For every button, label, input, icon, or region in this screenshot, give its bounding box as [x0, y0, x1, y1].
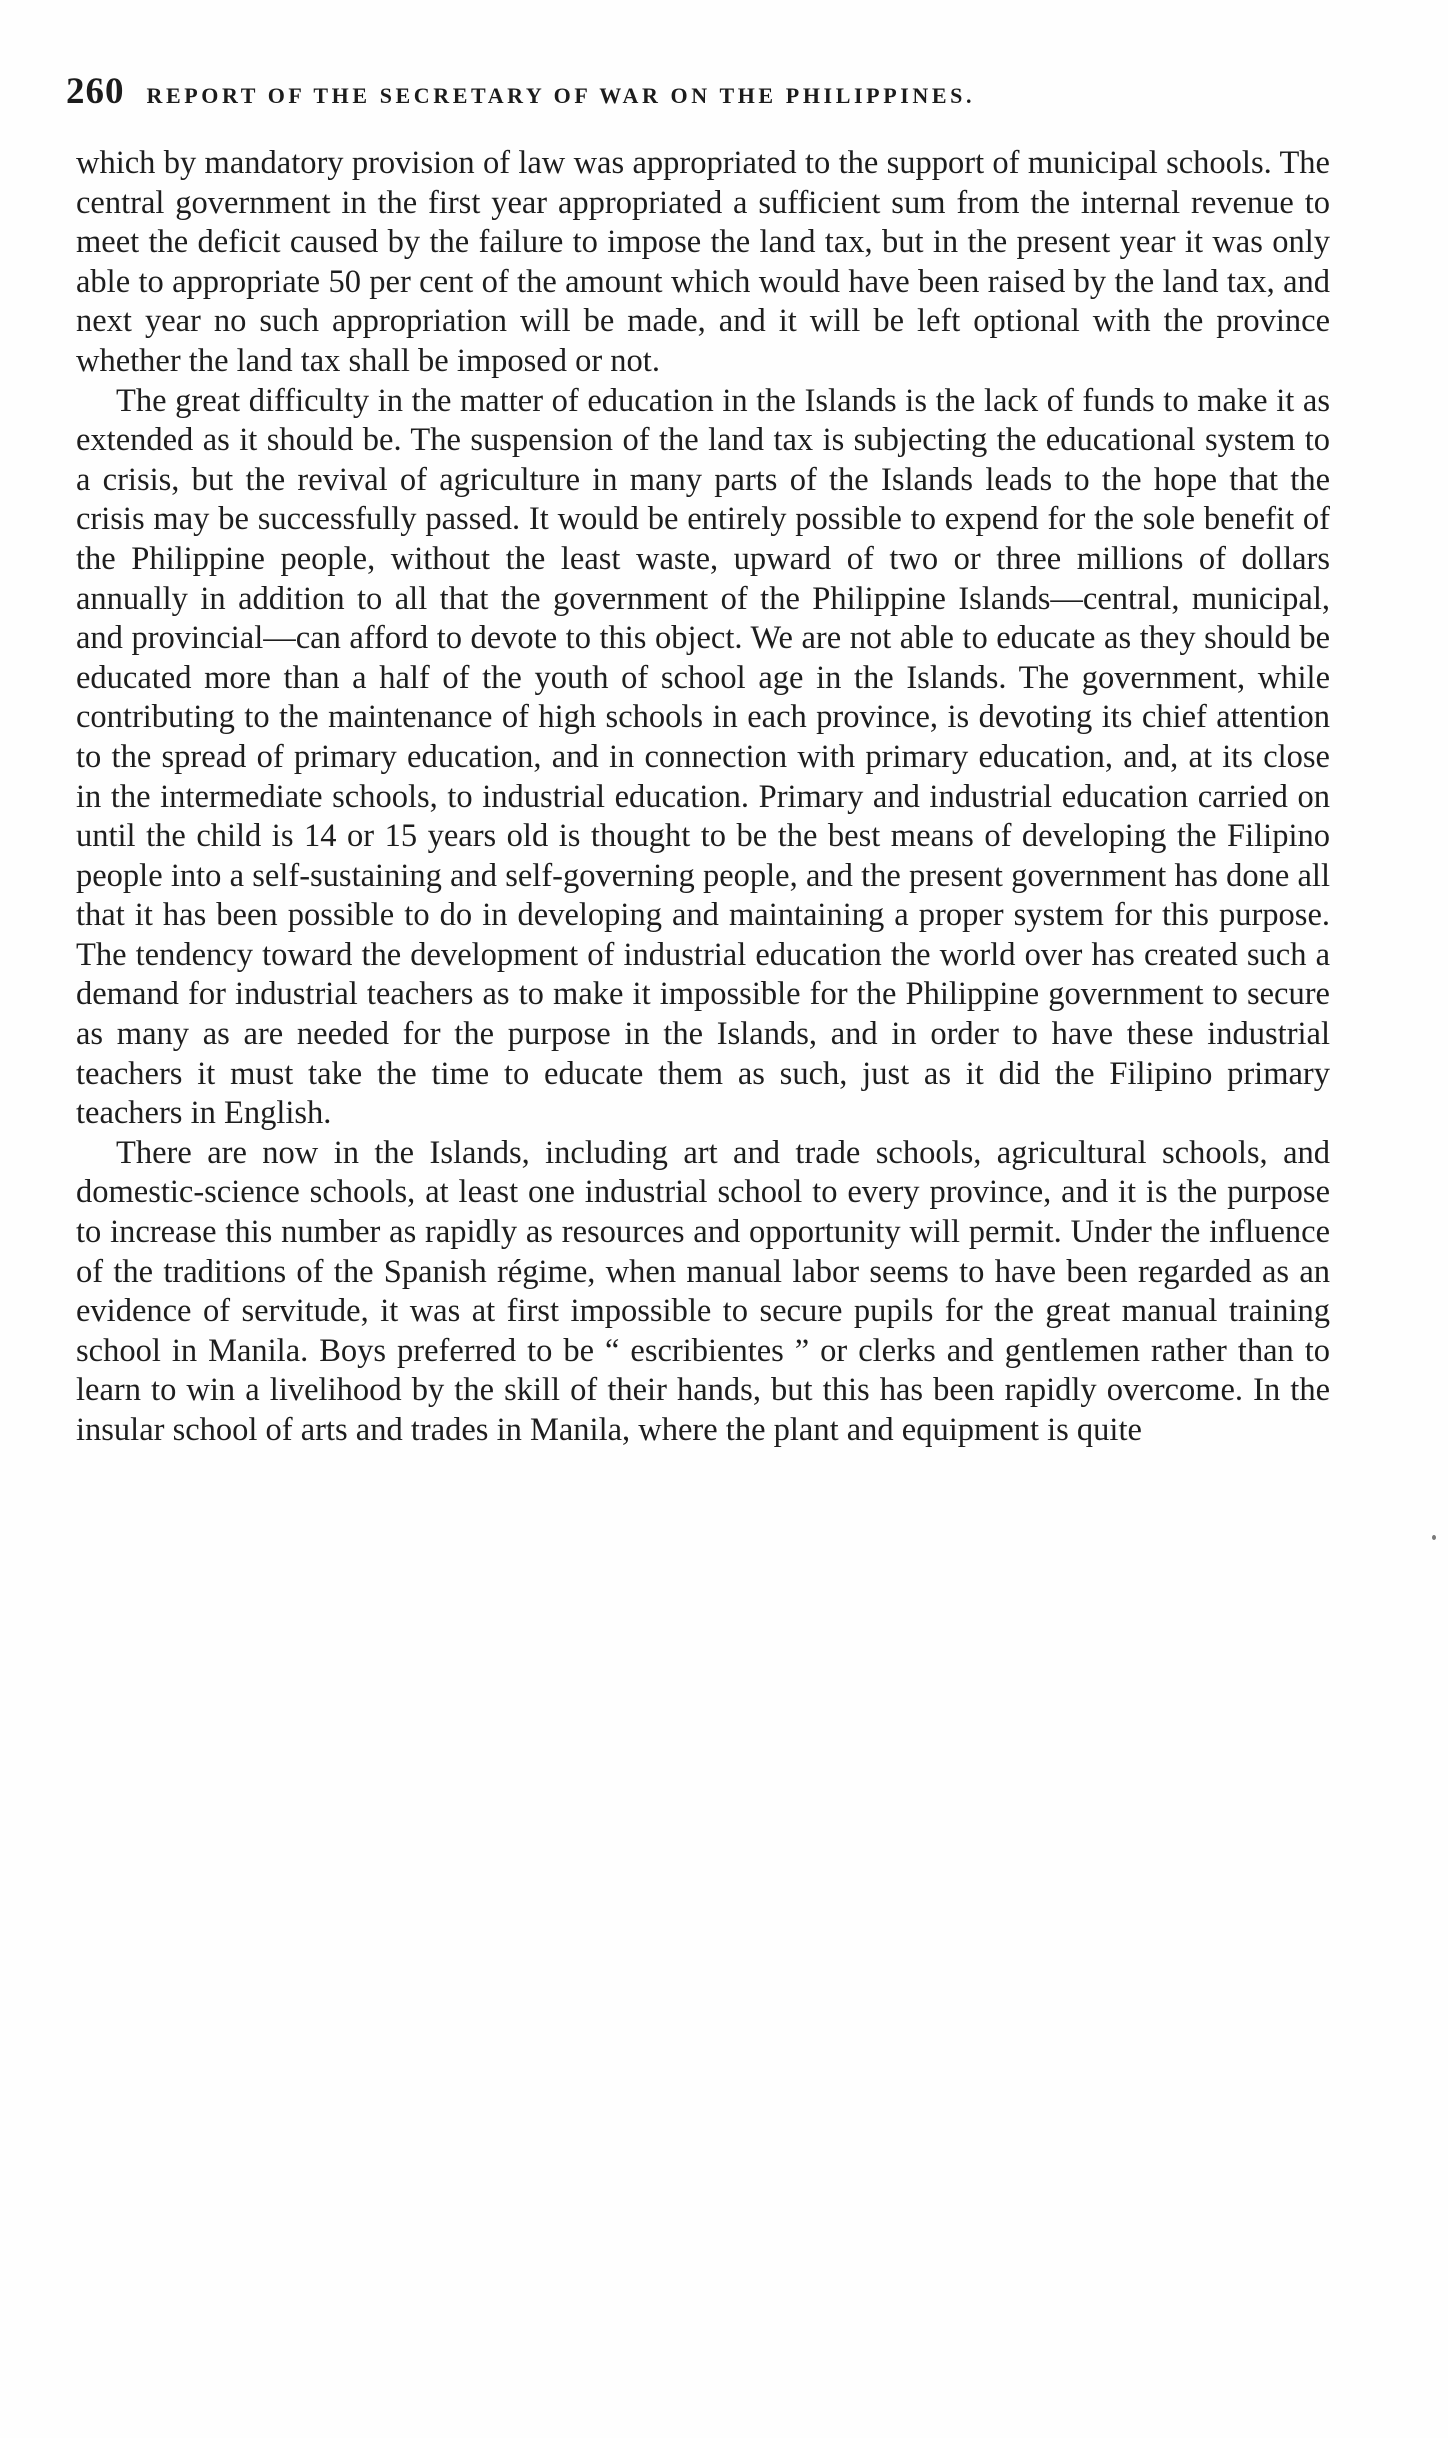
paragraph-industrial-schools: There are now in the Islands, including art and trade schools, agricultural schools, and domestic-science schools, at least one industrial school to every province, and it is the purpose to increase this number as rapidly as resources and opportunity will permit. Under the influence of the traditions of the Spanish régime, when manual labor seems to have been regarded as an evidence of servitude, it was at first impossible to secure pupils for the great manual training school in Manila. Boys preferred to be “ escribientes ” or clerks and gentlemen rather than to learn to win a livelihood by the skill of their hands, but this has been rapidly overcome. In the insular school of arts and trades in Manila, where the plant and equipment is quite: [76, 1134, 1330, 1448]
margin-speck: [1432, 1535, 1436, 1540]
page-header: [66, 70, 1306, 130]
body-text: [76, 144, 1330, 1451]
paragraph-continuation: which by mandatory provision of law was appropriated to the support of municipal schools. The central government in the first year appropriated a sufficient sum from the internal revenue to meet the deficit caused by the failure to impose the land tax, but in the present year it was only able to appropriate 50 per cent of the amount which would have been raised by the land tax, and next year no such appropriation will be made, and it will be left optional with the province whether the land tax shall be imposed or not.: [76, 145, 1330, 379]
page-number: 260: [66, 71, 125, 112]
paragraph-education-funds: The great difficulty in the matter of education in the Islands is the lack of funds to make it as extended as it should be. The suspension of the land tax is subjecting the educational system to a crisis, but the revival of agriculture in many parts of the Islands leads to the hope that the crisis may be successfully passed. It would be entirely possible to expend for the sole benefit of the Philippine people, without the least waste, upward of two or three millions of dollars annually in addition to all that the government of the Philippine Islands—central, municipal, and provincial—can afford to devote to this object. We are not able to educate as they should be educated more than a half of the youth of school age in the Islands. The government, while contributing to the maintenance of high schools in each province, is devoting its chief attention to the spread of primary education, and in connection with primary education, and, at its close in the intermediate schools, to industrial education. Primary and industrial education carried on until the child is 14 or 15 years old is thought to be the best means of developing the Filipino people into a self-sustaining and self-governing people, and the present government has done all that it has been possible to do in developing and maintaining a proper system for this purpose. The tendency toward the development of industrial education the world over has created such a demand for industrial teachers as to make it impossible for the Philippine government to secure as many as are needed for the purpose in the Islands, and in order to have these industrial teachers it must take the time to educate them as such, just as it did the Filipino primary teachers in English.: [76, 382, 1330, 1132]
running-head: REPORT OF THE SECRETARY OF WAR ON THE PHILIPPINES.: [146, 83, 976, 108]
